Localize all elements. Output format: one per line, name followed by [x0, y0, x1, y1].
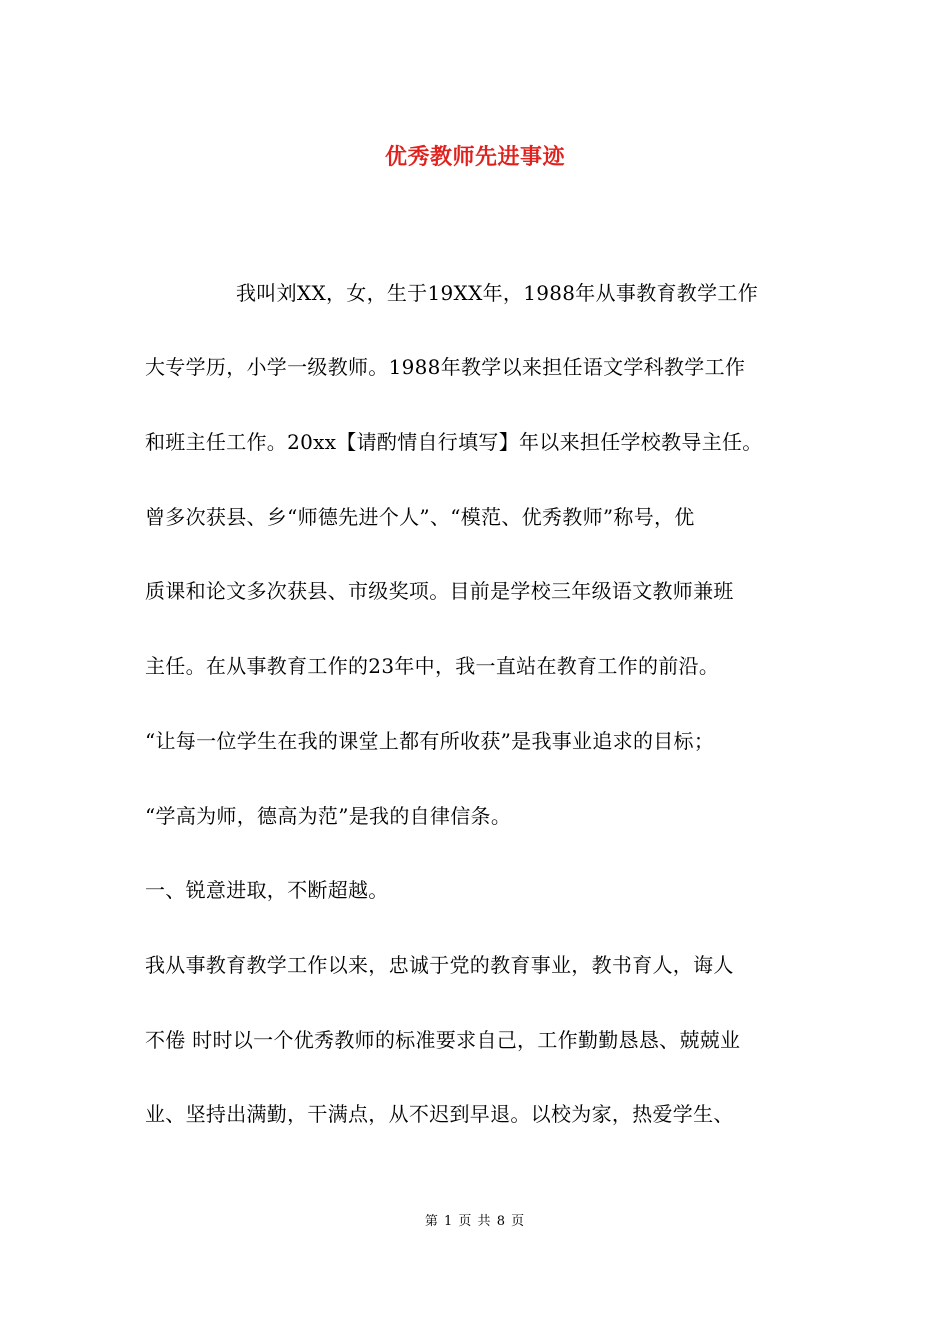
body-line: “学高为师，德高为范”是我的自律信条。	[145, 804, 512, 828]
body-line: 和班主任工作。20xx【请酌情自行填写】年以来担任学校教导主任。	[145, 430, 763, 454]
body-line: “让每一位学生在我的课堂上都有所收获”是我事业追求的目标；	[145, 729, 715, 753]
page-title: 优秀教师先进事迹	[384, 144, 565, 170]
body-line: 主任。在从事教育工作的23年中，我一直站在教育工作的前沿。	[145, 654, 720, 678]
body-line: 业、坚持出满勤，干满点，从不迟到早退。以校为家，热爱学生、	[145, 1102, 734, 1126]
body-line: 我叫刘XX，女，生于19XX年，1988年从事教育教学工作	[236, 281, 759, 305]
body-line: 我从事教育教学工作以来，忠诚于党的教育事业，教书育人，诲人	[145, 953, 734, 977]
body-line: 质课和论文多次获县、市级奖项。目前是学校三年级语文教师兼班	[145, 579, 734, 603]
body-line: 大专学历，小学一级教师。1988年教学以来担任语文学科教学工作	[145, 355, 746, 379]
body-line: 不倦 时时以一个优秀教师的标准要求自己，工作勤勤恳恳、兢兢业	[145, 1028, 741, 1052]
body-line: 曾多次获县、乡“师德先进个人”、“模范、优秀教师”称号，优	[145, 505, 695, 529]
section-heading: 一、锐意进取，不断超越。	[145, 878, 389, 902]
page-number: 第 1 页 共 8 页	[424, 1214, 526, 1229]
